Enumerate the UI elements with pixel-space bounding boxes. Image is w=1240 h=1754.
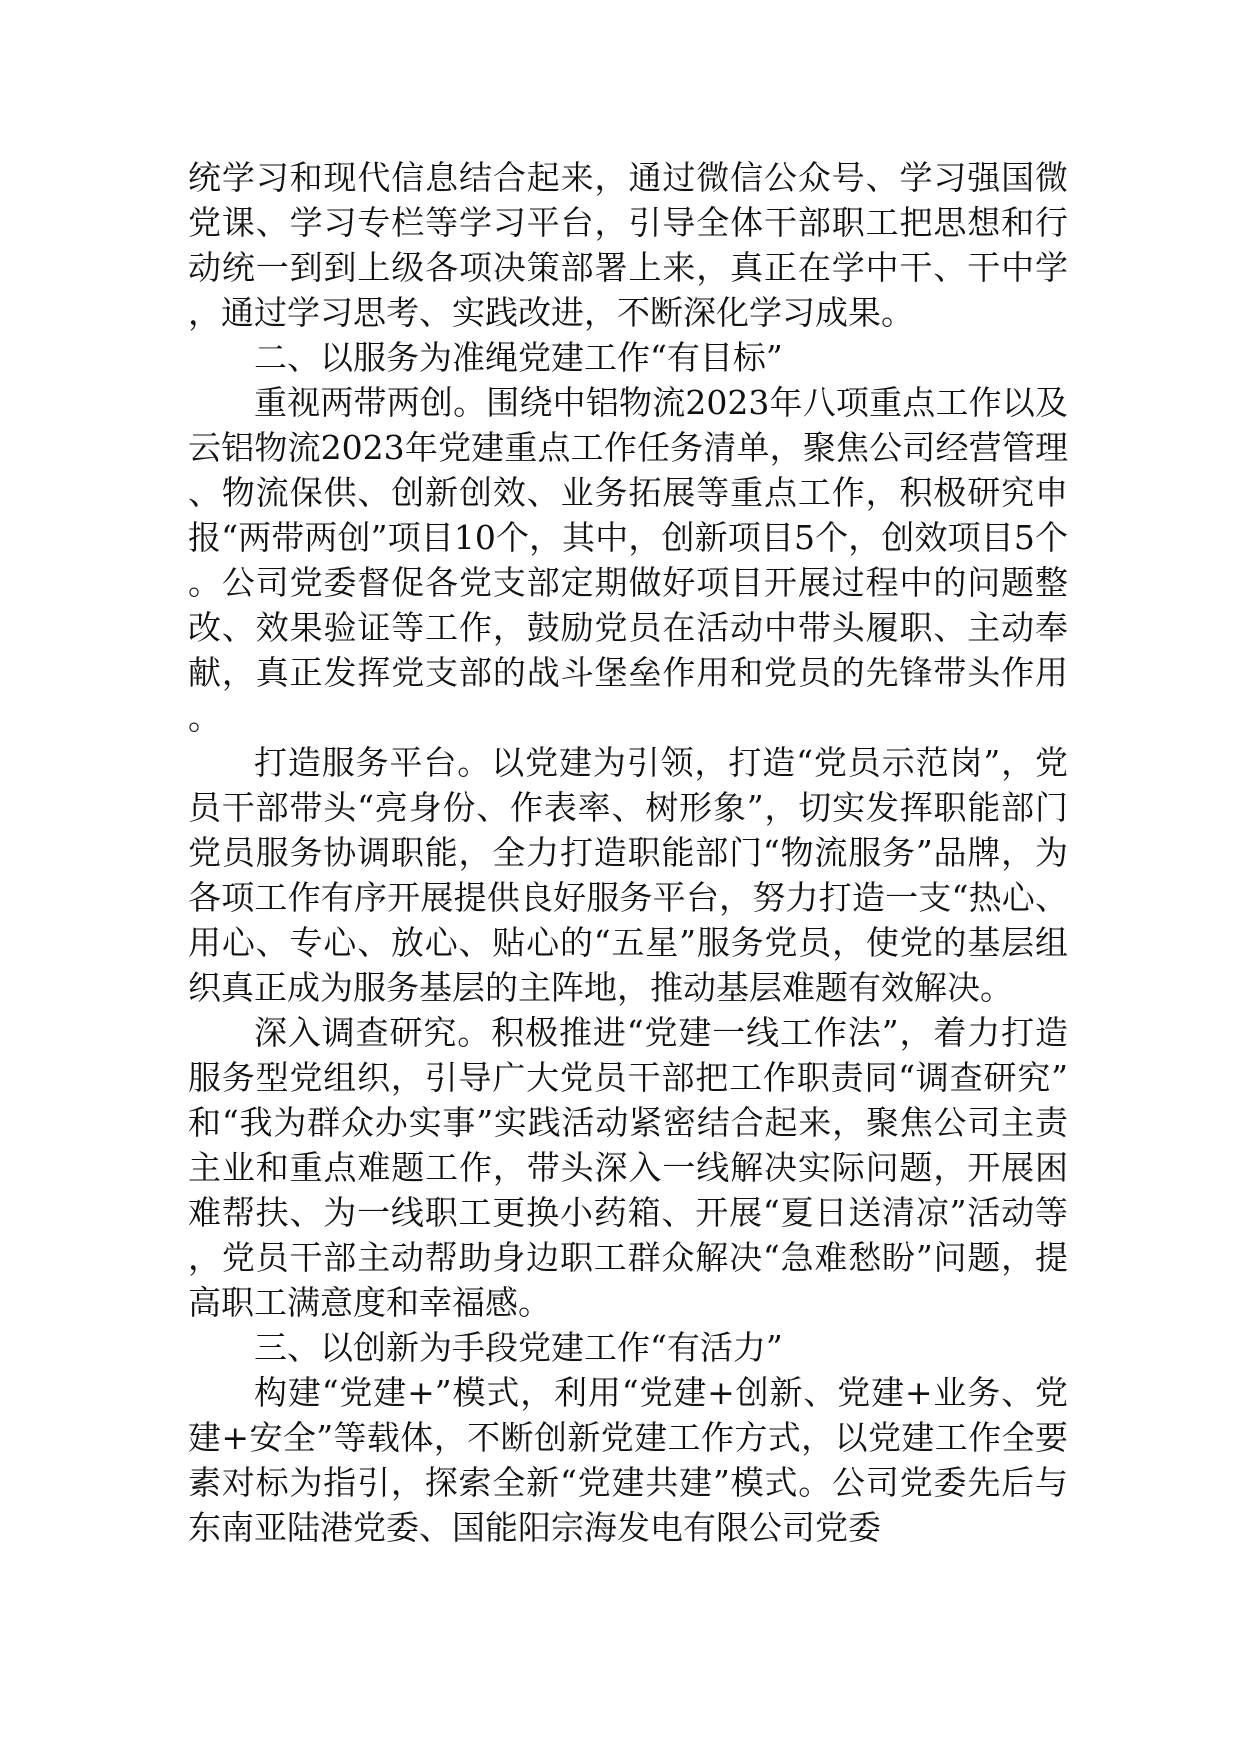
section-heading-service: 二、以服务为准绳党建工作“有目标”: [254, 338, 783, 377]
paragraph-two-belts-two-creations: 重视两带两创。围绕中铝物流2023年八项重点工作以及云铝物流2023年党建重点工作任务清单，聚焦公司经营管理、物流保供、创新创效、业务拓展等重点工作，积极研究申报“两带两创”项目10个，其中，创新项目5个，创效项目5个。公司党委督促各党支部定期做好项目开展过程中的问题整改、效果验证等工作，鼓励党员在活动中带头履职、主动奉献，真正发挥党支部的战斗堡垒作用和党员的先锋带头作用。: [188, 383, 1068, 737]
paragraph-service-platform: 打造服务平台。以党建为引领，打造“党员示范岗”，党员干部带头“亮身份、作表率、树形象”，切实发挥职能部门党员服务协调职能，全力打造职能部门“物流服务”品牌，为各项工作有序开展提供良好服务平台，努力打造一支“热心、用心、专心、放心、贴心的“五星”服务党员，使党的基层组织真正成为服务基层的主阵地，推动基层难题有效解决。: [188, 743, 1068, 1007]
paragraph-investigation-research: 深入调查研究。积极推进“党建一线工作法”，着力打造服务型党组织，引导广大党员干部把工作职责同“调查研究”和“我为群众办实事”实践活动紧密结合起来，聚焦公司主责主业和重点难题工作，带头深入一线解决实际问题，开展困难帮扶、为一线职工更换小药箱、开展“夏日送清凉”活动等，党员干部主动帮助身边职工群众解决“急难愁盼”问题，提高职工满意度和幸福感。: [188, 1013, 1068, 1322]
paragraph-party-building-plus: 构建“党建+”模式，利用“党建+创新、党建+业务、党建+安全”等载体，不断创新党建工作方式，以党建工作全要素对标为指引，探索全新“党建共建”模式。公司党委先后与东南亚陆港党委、国能阳宗海发电有限公司党委: [188, 1373, 1068, 1547]
section-heading-innovation: 三、以创新为手段党建工作“有活力”: [254, 1328, 783, 1367]
paragraph-continuation: 统学习和现代信息结合起来，通过微信公众号、学习强国微党课、学习专栏等学习平台，引导全体干部职工把思想和行动统一到到上级各项决策部署上来，真正在学中干、干中学，通过学习思考、实践改进，不断深化学习成果。: [188, 158, 1068, 332]
document-body: [188, 155, 1068, 1550]
